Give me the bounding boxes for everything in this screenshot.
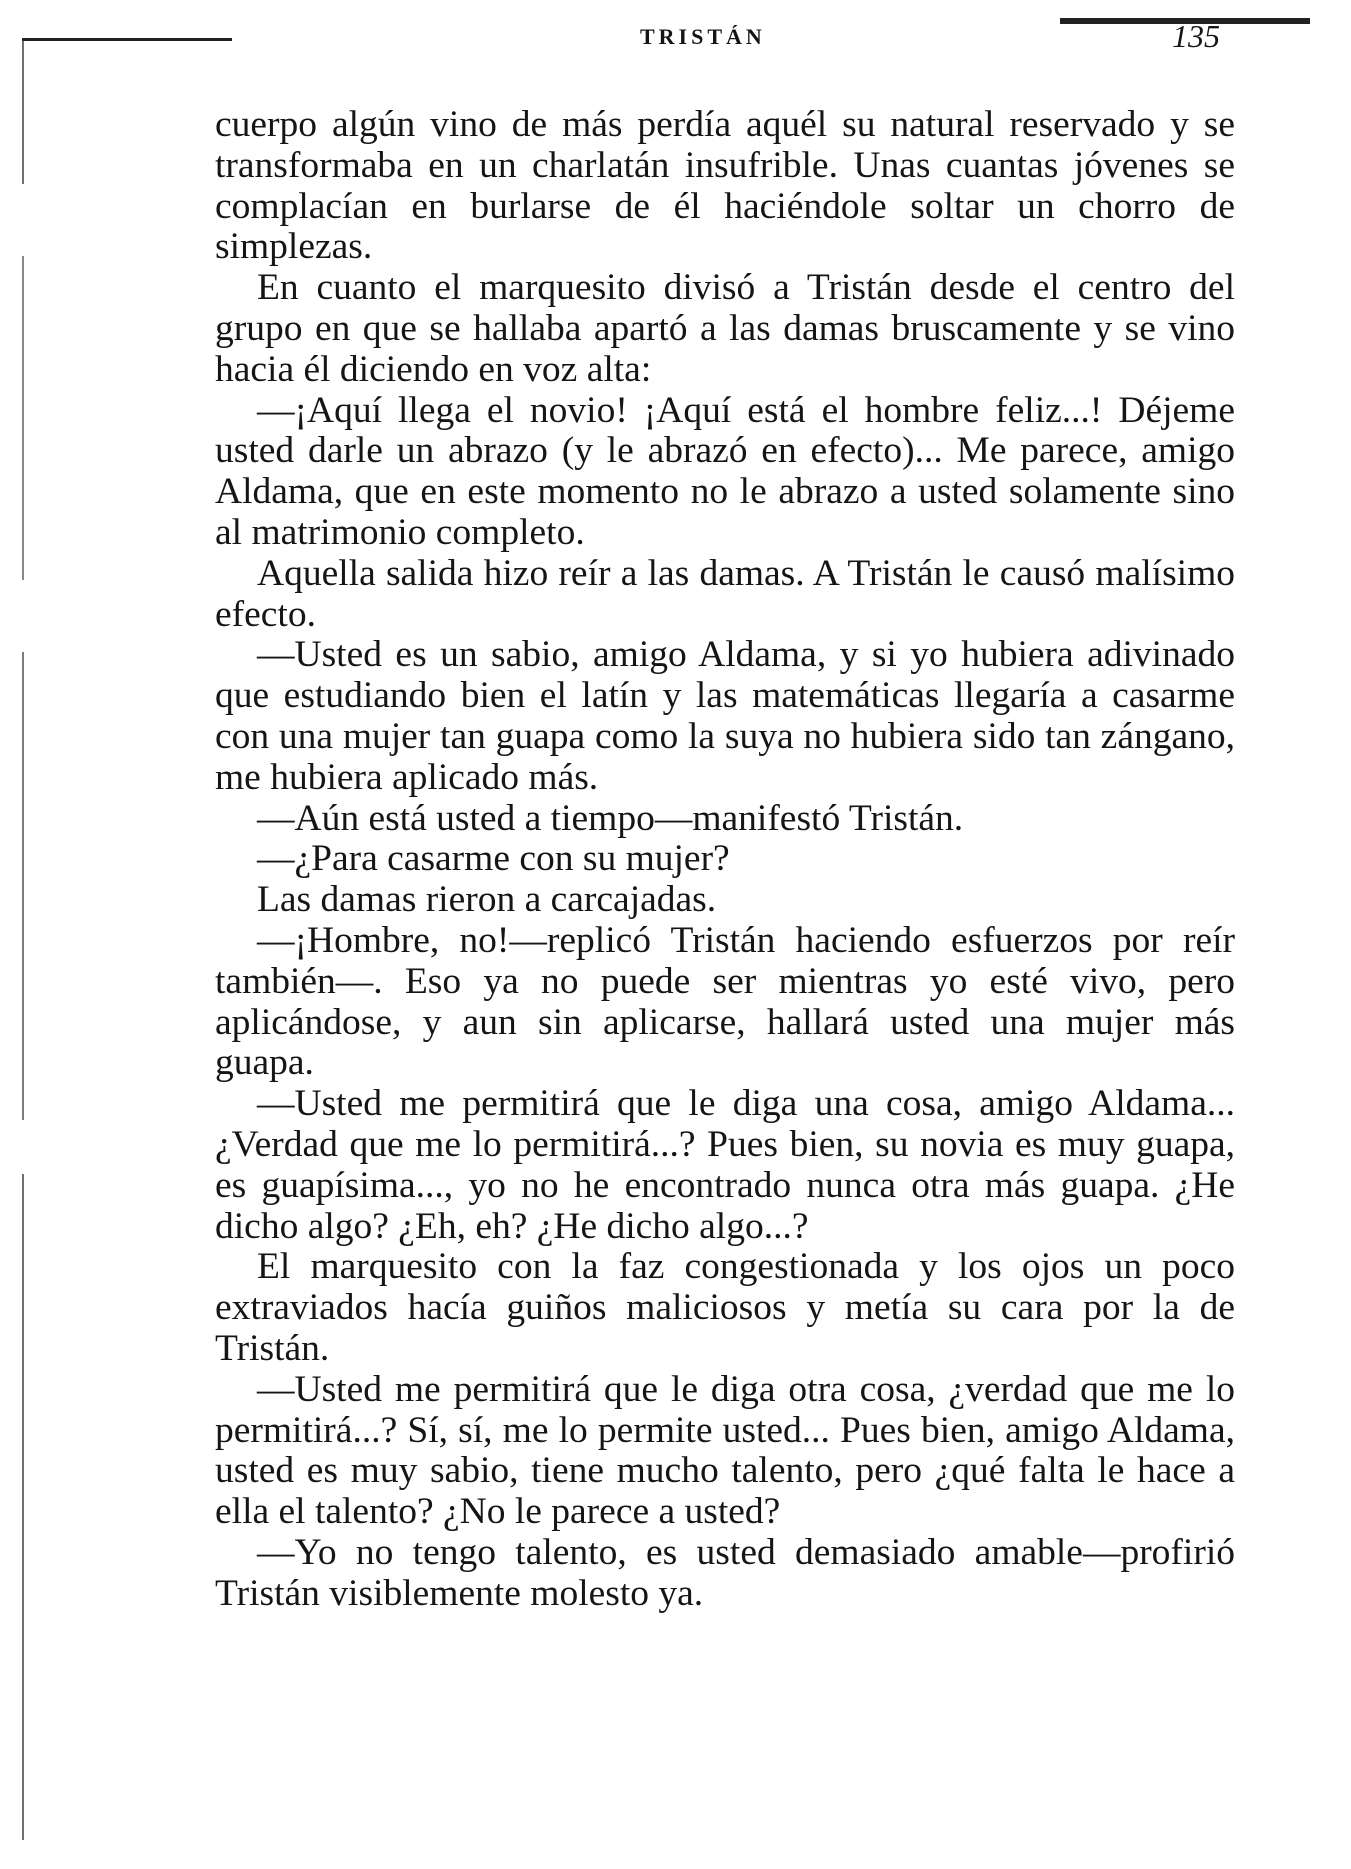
- paragraph: —Usted me permitirá que le diga otra cosa, ¿verdad que me lo permitirá...? Sí, sí, me lo permite usted... Pues bien, amigo Aldama, usted es muy sabio, tiene mucho talento, pero ¿qué falta le hace a ella el talento? ¿No le parece a usted?: [215, 1368, 1235, 1533]
- paragraph: —¿Para casarme con su mujer?: [257, 838, 730, 880]
- paragraph: —¡Hombre, no!—replicó Tristán haciendo esfuerzos por reír también—. Eso ya no puede ser mientras yo esté vivo, pero aplicándose, y aun sin aplicarse, hallará usted una mujer más guapa.: [215, 919, 1235, 1084]
- page-number: 135: [1172, 18, 1220, 54]
- paragraph: —Usted es un sabio, amigo Aldama, y si yo hubiera adivinado que estudiando bien el latín y las matemáticas llegaría a casarme con una mujer tan guapa como la suya no hubiera sido tan zángano, me hubiera aplicado más.: [215, 634, 1235, 798]
- paragraph: —Usted me permitirá que le diga una cosa, amigo Aldama... ¿Verdad que me lo permitirá...? Pues bien, su novia es muy guapa, es guapísima..., yo no he encontrado nunca otra más guapa. ¿He dicho algo? ¿Eh, eh? ¿He dicho algo...?: [215, 1083, 1235, 1247]
- paragraph: —Yo no tengo talento, es usted demasiado amable—profirió Tristán visiblemente molesto ya.: [215, 1531, 1235, 1614]
- paragraph: —¡Aquí llega el novio! ¡Aquí está el hombre feliz...! Déjeme usted darle un abrazo (y le abrazó en efecto)... Me parece, amigo Aldama, que en este momento no le abrazo a usted solamente sino al matrimonio completo.: [215, 389, 1235, 553]
- paragraph: Las damas rieron a carcajadas.: [257, 879, 717, 921]
- body-text: [215, 105, 1235, 1614]
- running-head: TRISTÁN: [640, 24, 766, 49]
- paragraph: —Aún está usted a tiempo—manifestó Tristán.: [257, 797, 964, 839]
- paragraph: cuerpo algún vino de más perdía aquél su natural reservado y se transformaba en un charlatán insufrible. Unas cuantas jóvenes se complacían en burlarse de él haciéndole soltar un chorro de simplezas.: [215, 104, 1235, 268]
- paragraph: El marquesito con la faz congestionada y los ojos un poco extraviados hacía guiños maliciosos y metía su cara por la de Tristán.: [215, 1246, 1235, 1369]
- paragraph: Aquella salida hizo reír a las damas. A Tristán le causó malísimo efecto.: [215, 552, 1235, 635]
- header-rule-left: [22, 38, 232, 41]
- paragraph: En cuanto el marquesito divisó a Tristán desde el centro del grupo en que se hallaba apartó a las damas bruscamente y se vino hacia él diciendo en voz alta:: [215, 267, 1235, 390]
- page-binding-edge: [22, 40, 24, 1840]
